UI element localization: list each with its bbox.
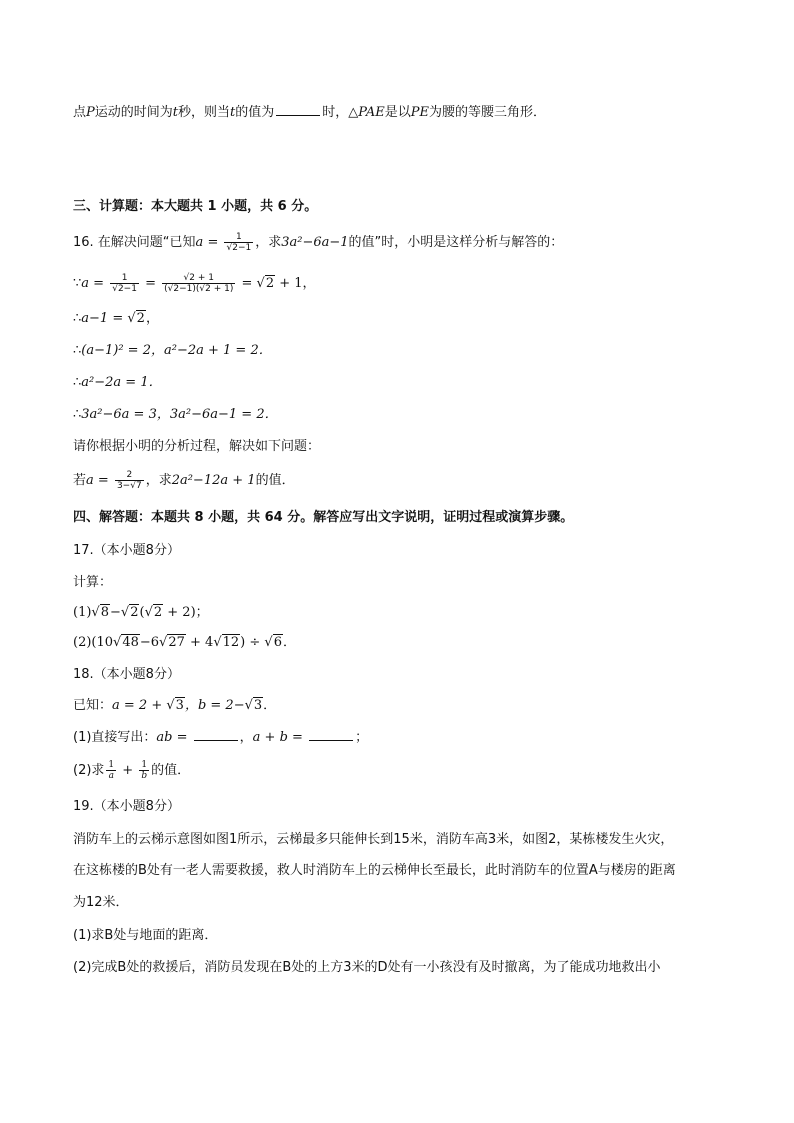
problem-17-header: 17.（本小题8分） xyxy=(73,543,180,558)
fraction: $\frac{2}{3-√7}$ xyxy=(116,470,142,491)
sqrt: √27 xyxy=(159,635,185,650)
math-op: = xyxy=(89,276,109,291)
text: 16. 在解决问题“已知 xyxy=(73,235,196,250)
math-op: = xyxy=(237,276,257,291)
problem-15-tail xyxy=(73,103,546,123)
problem-16-request: 请你根据小明的分析过程，解决如下问题： xyxy=(73,439,321,454)
sqrt: √3 xyxy=(244,698,263,713)
text: ，求 xyxy=(255,235,282,250)
math-op: + 4 xyxy=(185,635,214,650)
fraction: $\frac{1}{√2-1}$ xyxy=(226,232,252,253)
fraction: $\frac{1}{a}$ xyxy=(108,760,115,781)
calc-label: 计算： xyxy=(73,575,113,590)
math-expr: a + b = xyxy=(252,730,308,745)
section-3-heading: 三、计算题：本大题共 1 小题，共 6 分。 xyxy=(73,199,318,214)
therefore-symbol: ∴ xyxy=(73,343,82,358)
sqrt: √2 xyxy=(120,605,139,620)
problem-17-part-1 xyxy=(73,603,209,623)
problem-16-question xyxy=(73,470,295,491)
text: 的值． xyxy=(255,473,295,488)
therefore-symbol: ∴ xyxy=(73,407,82,422)
problem-18-part-1 xyxy=(73,728,368,748)
math-op: = xyxy=(93,473,113,488)
math-op: + 1， xyxy=(275,276,316,291)
text: 的值． xyxy=(151,763,191,778)
sqrt: √48 xyxy=(113,635,139,650)
solution-step-1 xyxy=(73,273,316,294)
text: ； xyxy=(355,730,369,745)
text: (1) xyxy=(73,605,92,620)
math-expr: a = 2 + xyxy=(112,698,167,713)
sqrt: √3 xyxy=(166,698,184,713)
math-expr: a²−2a = 1． xyxy=(81,375,162,390)
math-var: PE xyxy=(410,105,429,120)
problem-19-header: 19.（本小题8分） xyxy=(73,799,180,814)
sqrt: √12 xyxy=(213,635,240,650)
math-op: − xyxy=(110,605,121,620)
problem-19-paragraph-2: 在这栋楼的B处有一老人需要救援，救人时消防车上的云梯伸长至最长，此时消防车的位置A与楼房的距离 xyxy=(73,863,676,878)
fraction: $\frac{√2 + 1}{(√2-1)(√2 + 1)}$ xyxy=(164,273,234,294)
math-var: a xyxy=(86,473,94,488)
math-op: + xyxy=(118,763,138,778)
math-var: a xyxy=(195,235,204,250)
math-expr: ，b = 2− xyxy=(184,698,245,713)
sqrt: √2 xyxy=(256,276,275,291)
math-expr: 3a²−6a−1 xyxy=(281,235,349,250)
text: (2)求 xyxy=(73,763,105,778)
text: 的值为 xyxy=(235,105,275,120)
math-expr: ab = xyxy=(156,730,192,745)
sqrt: √2 xyxy=(144,605,163,620)
text: 点 xyxy=(73,105,87,120)
math-expr: a−1 = xyxy=(81,311,128,326)
math-expr: 2a²−12a + 1 xyxy=(171,473,256,488)
section-4-heading: 四、解答题：本题共 8 小题，共 64 分。解答应写出文字说明，证明过程或演算步骤。 xyxy=(73,510,574,525)
solution-step-5 xyxy=(73,405,278,425)
solution-step-2 xyxy=(73,309,159,329)
math-var: t xyxy=(230,105,236,120)
math-op: ， xyxy=(145,311,159,326)
sqrt: √6 xyxy=(264,635,282,650)
text: 若 xyxy=(73,473,87,488)
math-op: ) ÷ xyxy=(240,635,265,650)
math-op: = xyxy=(203,235,223,250)
therefore-symbol: ∴ xyxy=(73,375,82,390)
text: 已知： xyxy=(73,698,113,713)
math-var: a xyxy=(81,276,90,291)
solution-step-3 xyxy=(73,341,272,361)
text: (2)(10 xyxy=(73,635,114,650)
math-op: + 2)； xyxy=(163,605,209,620)
because-symbol: ∵ xyxy=(73,276,82,291)
problem-19-paragraph-3: 为12米． xyxy=(73,895,129,910)
problem-16-stem xyxy=(73,232,563,253)
problem-19-paragraph-1: 消防车上的云梯示意图如图1所示，云梯最多只能伸长到15米，消防车高3米，如图2，某栋楼发生火灾， xyxy=(73,832,674,847)
text: 运动的时间为 xyxy=(94,105,173,120)
problem-18-header: 18.（本小题8分） xyxy=(73,667,180,682)
text: 是以 xyxy=(384,105,411,120)
answer-blank[interactable] xyxy=(194,728,238,741)
problem-17-part-2 xyxy=(73,633,296,653)
math-var: PAE xyxy=(358,105,385,120)
sqrt: √2 xyxy=(127,311,145,326)
text: (1)直接写出： xyxy=(73,730,157,745)
text: 的值”时，小明是这样分析与解答的： xyxy=(348,235,564,250)
problem-19-part-2: (2)完成B处的救援后，消防员发现在B处的上方3米的D处有一小孩没有及时撤离，为了能成功地救出小 xyxy=(73,960,661,975)
math-var: t xyxy=(172,105,179,120)
problem-18-part-2 xyxy=(73,760,190,781)
math-op: ． xyxy=(282,635,296,650)
math-op: ( xyxy=(139,605,145,620)
sqrt: √8 xyxy=(91,605,109,620)
text: 时， xyxy=(322,105,349,120)
fraction: $\frac{1}{√2-1}$ xyxy=(112,273,137,294)
math-expr: (a−1)² = 2，a²−2a + 1 = 2． xyxy=(81,343,272,358)
text: ，求 xyxy=(145,473,172,488)
text: 秒，则当 xyxy=(178,105,231,120)
answer-blank[interactable] xyxy=(309,728,353,741)
text: 为腰的等腰三角形． xyxy=(429,105,547,120)
answer-blank[interactable] xyxy=(276,103,320,116)
math-op: −6 xyxy=(139,635,160,650)
triangle-symbol: △ xyxy=(348,105,359,120)
math-op: ． xyxy=(263,698,277,713)
problem-18-given xyxy=(73,696,276,716)
problem-19-part-1: (1)求B处与地面的距离． xyxy=(73,928,218,943)
math-var: P xyxy=(86,105,95,120)
fraction: $\frac{1}{b}$ xyxy=(141,760,148,781)
math-expr: 3a²−6a = 3，3a²−6a−1 = 2． xyxy=(81,407,278,422)
therefore-symbol: ∴ xyxy=(73,311,82,326)
math-op: = xyxy=(140,276,161,291)
text: ， xyxy=(239,730,253,745)
solution-step-4 xyxy=(73,373,162,393)
